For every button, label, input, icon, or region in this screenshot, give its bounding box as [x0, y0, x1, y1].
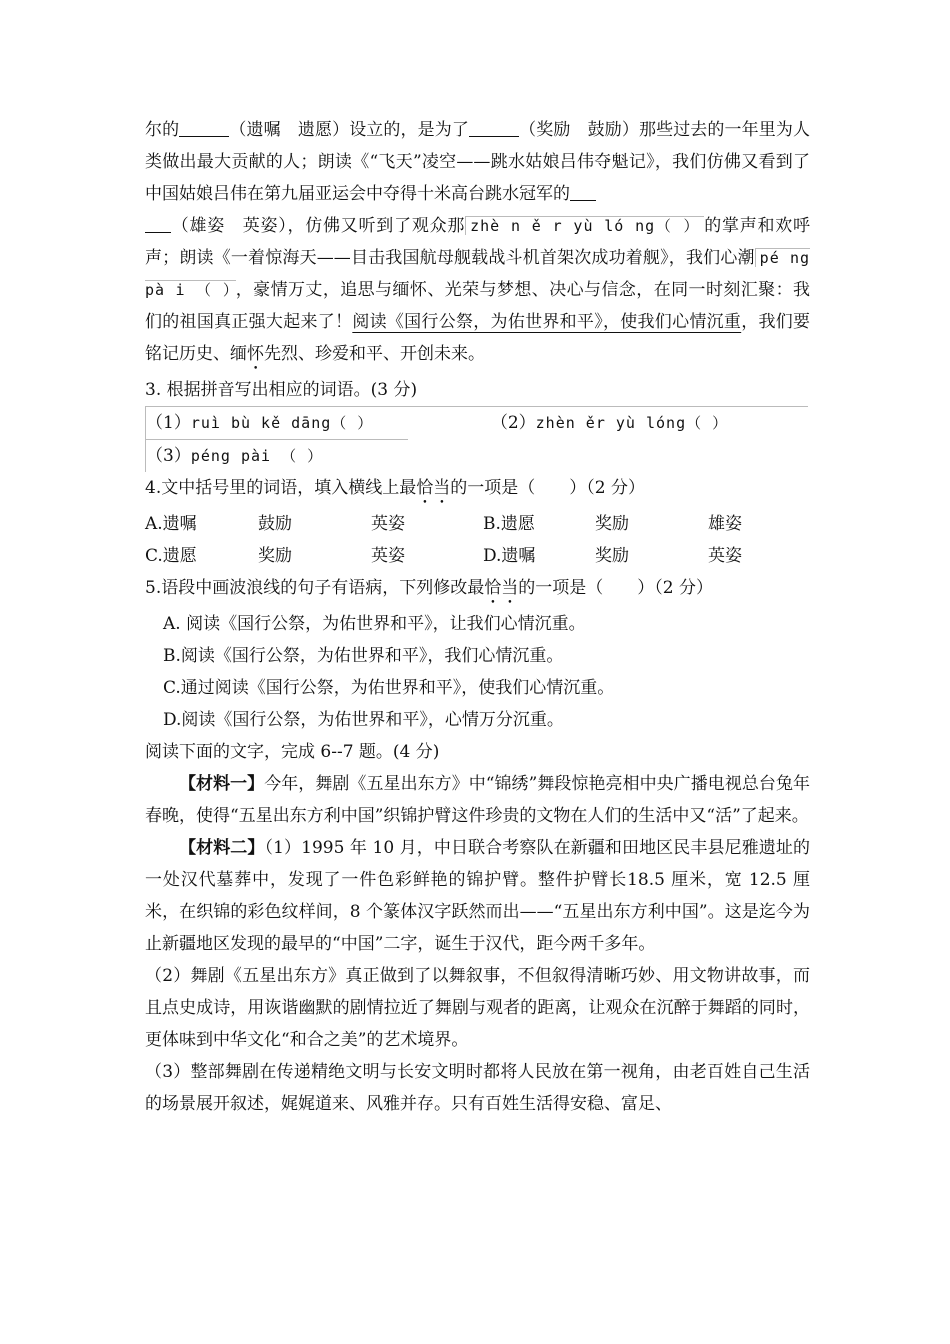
text: （1）1995 年 10 月，中日联合考察队在新疆和田地区民丰县尼雅遗址的一处汉代墓葬中，发现了一件色彩鲜艳的锦护臂。整件护臂长18.5 厘米，宽 12.5 厘米，在织锦的彩色纹样间，8 个篆体汉字跃然而出——“五星出东方利中国”。这是迄今为止新疆地区发现的最早的“中国”二字，诞生于汉代，距今两千多年。 — [145, 838, 811, 954]
pinyin-answer-box[interactable]: zhèn ěr yù lóng（ ） — [535, 414, 729, 432]
item-number: （3） — [146, 446, 191, 466]
option-text: 鼓励 — [258, 514, 292, 534]
text: （奖励 鼓励）那些过去的一年里为人类做出最大贡献的人；朗读《“飞天”凌空——跳水姑娘吕伟夺魁记》，我们仿佛又看到了中国姑娘吕伟在第九届亚运会中夺得十米高台跳水冠军的 — [145, 120, 811, 204]
underlined-sentence: 阅读《国行公祭，为佑世界和平》，使我们心情沉重 — [352, 312, 742, 332]
option-b[interactable]: B.遗愿 — [483, 514, 535, 534]
question-4-options-ab — [145, 508, 810, 540]
pinyin-answer-box[interactable]: zhè n ě r yù ló ng（ ） — [465, 216, 704, 235]
text: 尔的 — [145, 120, 180, 140]
text: 今年，舞剧《五星出东方》中“锦绣”舞段惊艳亮相中央广播电视总台兔年春晚，使得“五星出东方利中国”织锦护臂这件珍贵的文物在人们的生活中又“活”了起来。 — [145, 774, 810, 826]
question-4-options-cd — [145, 540, 810, 572]
option-text: 雄姿 — [708, 514, 742, 534]
option-text: 英姿 — [371, 514, 405, 534]
option-text: 英姿 — [708, 546, 742, 566]
text: （雄姿 英姿），仿佛又听到了观众那 — [171, 216, 466, 236]
option-text: 英姿 — [371, 546, 405, 566]
material-label: 【材料二】 — [179, 838, 265, 858]
pinyin-answer-box[interactable]: ruì bù kě dāng（ ） — [190, 414, 374, 432]
text: 的掌声和欢呼声；朗读《一着惊海天——目击我国航母舰载战斗机首架次成功着舰》，我们心潮 — [145, 216, 811, 268]
fill-blank[interactable] — [469, 118, 519, 137]
item-number: （1） — [146, 413, 191, 433]
fill-blank[interactable] — [145, 214, 171, 233]
reading-instruction: 阅读下面的文字，完成 6--7 题。(4 分) — [145, 742, 440, 762]
option-d[interactable]: D.阅读《国行公祭，为佑世界和平》，心情万分沉重。 — [163, 710, 564, 730]
option-c[interactable]: C.遗愿 — [145, 546, 197, 566]
fill-blank[interactable] — [179, 118, 229, 137]
pinyin-answer-box[interactable]: pé ng pà i （ ） — [145, 249, 811, 299]
question-3-row-2 — [145, 439, 408, 472]
question-3-title: 3. 根据拼音写出相应的词语。(3 分) — [145, 380, 418, 400]
text: 的一项是（ ）（2 分） — [518, 578, 713, 598]
document-content — [145, 114, 810, 1120]
question-3-row-1 — [145, 406, 808, 439]
fill-blank[interactable] — [570, 182, 596, 201]
option-d[interactable]: D.遗嘱 — [483, 546, 536, 566]
question-5-title — [145, 572, 810, 608]
text: ，我们要铭记历史、缅 — [145, 312, 811, 364]
option-c[interactable]: C.通过阅读《国行公祭，为佑世界和平》，使我们心情沉重。 — [163, 678, 615, 698]
text: ，豪情万丈，追思与缅怀、光荣与梦想、决心与信念，在同一时刻汇聚：我们的祖国真正强大起来了！ — [145, 280, 811, 332]
pinyin-answer-box[interactable]: péng pài （ ） — [190, 447, 324, 465]
option-text: 奖励 — [595, 514, 629, 534]
text: 的一项是（ ）（2 分） — [450, 478, 645, 498]
material-1 — [145, 768, 810, 832]
option-a[interactable]: A.遗嘱 — [145, 514, 197, 534]
option-b[interactable]: B.阅读《国行公祭，为佑世界和平》，我们心情沉重。 — [163, 646, 564, 666]
passage-paragraph — [145, 114, 810, 374]
item-number: （2） — [490, 413, 536, 433]
material-2-paragraph-2: （2）舞剧《五星出东方》真正做到了以舞叙事，不但叙得清晰巧妙、用文物讲故事，而且点史成诗，用诙谐幽默的剧情拉近了舞剧与观者的距离，让观众在沉醉于舞蹈的同时，更体味到中华文化“和合之美”的艺术境界。 — [145, 966, 810, 1050]
dotted-text: 恰当 — [416, 478, 451, 498]
material-2 — [145, 832, 810, 960]
text: 5.语段中画波浪线的句子有语病，下列修改最 — [145, 578, 485, 598]
text: 先烈、珍爱和平、开创未来。 — [264, 344, 485, 364]
option-text: 奖励 — [258, 546, 292, 566]
text: （遗嘱 遗愿）设立的，是为了 — [229, 120, 470, 140]
question-4-title — [145, 472, 810, 508]
material-2-paragraph-3: （3）整部舞剧在传递精绝文明与长安文明时都将人民放在第一视角，由老百姓自己生活的场景展开叙述，娓娓道来、风雅并存。只有百姓生活得安稳、富足、 — [145, 1062, 810, 1114]
dotted-text: 恰当 — [484, 578, 519, 598]
option-text: 奖励 — [595, 546, 629, 566]
option-a[interactable]: A. 阅读《国行公祭，为佑世界和平》，让我们心情沉重。 — [163, 614, 586, 634]
dotted-char: 怀 — [247, 344, 264, 364]
material-label: 【材料一】 — [179, 774, 265, 794]
text: 4.文中括号里的词语，填入横线上最 — [145, 478, 417, 498]
